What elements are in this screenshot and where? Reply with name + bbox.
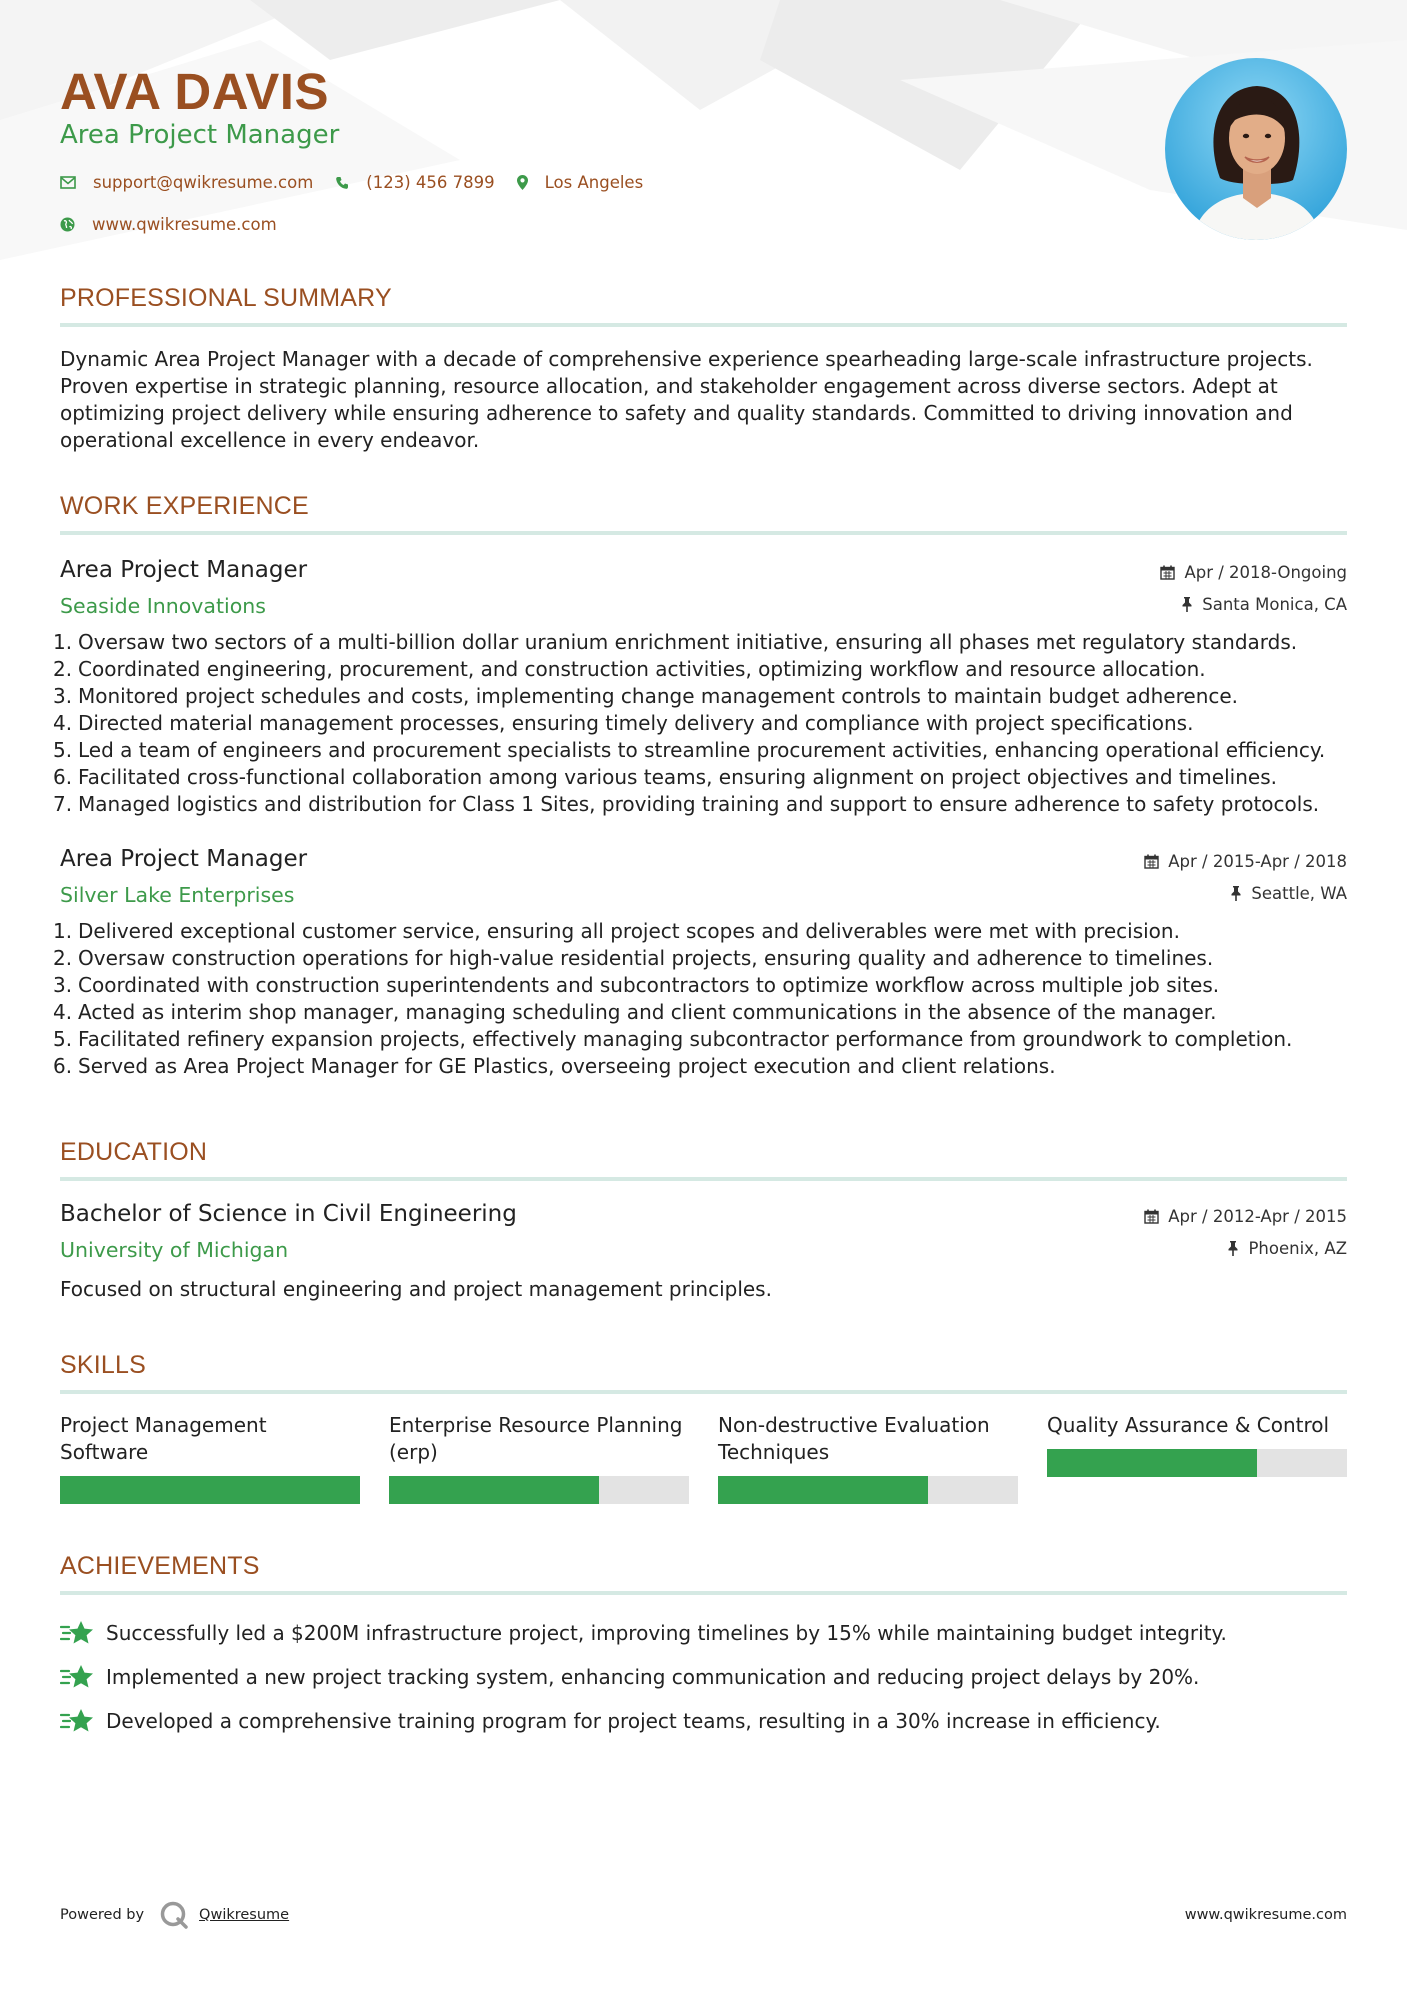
skill-bar (718, 1476, 1018, 1504)
skill-item (389, 1412, 689, 1504)
website-text: www.qwikresume.com (92, 215, 277, 234)
skills-list (60, 1412, 1347, 1504)
pushpin-icon (1230, 886, 1242, 901)
skill-item (60, 1412, 360, 1504)
globe-icon (60, 217, 75, 232)
job-company: Seaside Innovations (60, 594, 266, 618)
map-marker-icon (517, 175, 528, 190)
job-company: Silver Lake Enterprises (60, 883, 295, 907)
summary-section (60, 284, 1347, 454)
skill-name: Quality Assurance & Control (1047, 1413, 1330, 1437)
list-item: Oversaw two sectors of a multi-billion dollar uranium enrichment initiative, ensuring all phases met regulatory standards. (78, 630, 1298, 654)
envelope-icon (60, 176, 76, 189)
list-item: Facilitated cross-functional collaboration among various teams, ensuring alignment on project objectives and timelines. (78, 765, 1277, 789)
list-item: Implemented a new project tracking system, enhancing communication and reducing project delays by 20%. (60, 1655, 1347, 1699)
contact-email[interactable] (60, 173, 313, 192)
job-date: Apr / 2018-Ongoing (1160, 563, 1347, 582)
list-item: Led a team of engineers and procurement specialists to streamline procurement activities, enhancing operational efficiency. (78, 738, 1326, 762)
education-school: University of Michigan (60, 1238, 289, 1262)
skill-name: Non-destructive Evaluation Techniques (718, 1413, 990, 1464)
qwikresume-logo-icon (159, 1900, 189, 1930)
skill-bar-fill (60, 1476, 360, 1504)
email-text: support@qwikresume.com (93, 173, 314, 192)
footer-brand-link[interactable]: Qwikresume (199, 1907, 290, 1923)
list-item: Directed material management processes, ensuring timely delivery and compliance with project specifications. (78, 711, 1194, 735)
education-location: Phoenix, AZ (1227, 1239, 1347, 1258)
location-text: Los Angeles (544, 173, 644, 192)
profile-photo (1165, 58, 1347, 240)
job-entry (60, 557, 1347, 818)
job-location: Seattle, WA (1230, 884, 1347, 903)
list-item: Monitored project schedules and costs, implementing change management controls to maintain budget adherence. (78, 684, 1239, 708)
list-item: Successfully led a $200M infrastructure project, improving timelines by 15% while maintaining budget integrity. (60, 1611, 1347, 1655)
job-role: Area Project Manager (60, 846, 308, 872)
pushpin-icon (1181, 597, 1193, 612)
candidate-title: Area Project Manager (60, 120, 340, 150)
skill-bar (60, 1476, 360, 1504)
star-icon (60, 1664, 94, 1690)
contact-website[interactable] (60, 215, 277, 234)
education-entry (60, 1201, 1347, 1301)
calendar-icon (1144, 854, 1159, 869)
achievements-list (60, 1611, 1347, 1743)
education-description: Focused on structural engineering and project management principles. (60, 1277, 772, 1301)
skill-item (1047, 1412, 1347, 1504)
skills-section (60, 1351, 1347, 1504)
list-item: Facilitated refinery expansion projects, effectively managing subcontractor performance from groundwork to completion. (78, 1027, 1293, 1051)
education-section (60, 1138, 1347, 1301)
experience-heading: WORK EXPERIENCE (60, 492, 1347, 535)
list-item: Delivered exceptional customer service, ensuring all project scopes and deliverables were met with precision. (78, 919, 1180, 943)
skill-bar (389, 1476, 689, 1504)
contact-phone[interactable] (335, 173, 494, 192)
contact-row-website (60, 215, 299, 234)
education-date: Apr / 2012-Apr / 2015 (1144, 1207, 1347, 1226)
list-item: Oversaw construction operations for high-value residential projects, ensuring quality and adherence to timelines. (78, 946, 1214, 970)
job-date: Apr / 2015-Apr / 2018 (1144, 852, 1347, 871)
skill-bar-fill (1047, 1449, 1257, 1477)
skill-bar-fill (718, 1476, 928, 1504)
summary-text: Dynamic Area Project Manager with a decade of comprehensive experience spearheading large-scale infrastructure projects. Proven expertise in strategic planning, resource allocation, and stakeholder engagement across diverse sectors. Adept at optimizing project delivery while ensuring adherence to safety and quality standards. Committed to driving innovation and operational excellence in every endeavor. (60, 347, 1313, 452)
footer-website-link[interactable]: www.qwikresume.com (1184, 1907, 1347, 1923)
job-role: Area Project Manager (60, 557, 308, 583)
job-location: Santa Monica, CA (1181, 595, 1347, 614)
powered-by-label: Powered by (60, 1907, 145, 1923)
calendar-icon (1144, 1209, 1159, 1224)
list-item: Coordinated with construction superintendents and subcontractors to optimize workflow across multiple job sites. (78, 973, 1220, 997)
resume-header (60, 0, 1347, 270)
contact-row (60, 173, 665, 192)
calendar-icon (1160, 565, 1175, 580)
star-icon (60, 1620, 94, 1646)
achievements-section (60, 1552, 1347, 1743)
skills-heading: SKILLS (60, 1351, 1347, 1394)
education-degree: Bachelor of Science in Civil Engineering (60, 1201, 517, 1227)
list-item: Coordinated engineering, procurement, and construction activities, optimizing workflow and resource allocation. (78, 657, 1206, 681)
phone-icon (335, 176, 349, 190)
page-footer (60, 1895, 1347, 1935)
skill-bar (1047, 1449, 1347, 1477)
phone-text: (123) 456 7899 (366, 173, 495, 192)
pushpin-icon (1227, 1241, 1239, 1256)
education-heading: EDUCATION (60, 1138, 1347, 1181)
star-icon (60, 1708, 94, 1734)
skill-name: Project Management Software (60, 1413, 267, 1464)
skill-bar-fill (389, 1476, 599, 1504)
skill-name: Enterprise Resource Planning (erp) (389, 1413, 683, 1464)
list-item: Served as Area Project Manager for GE Plastics, overseeing project execution and client relations. (78, 1054, 1056, 1078)
list-item: Developed a comprehensive training program for project teams, resulting in a 30% increase in efficiency. (60, 1699, 1347, 1743)
list-item: Acted as interim shop manager, managing scheduling and client communications in the absence of the manager. (78, 1000, 1217, 1024)
achievements-heading: ACHIEVEMENTS (60, 1552, 1347, 1595)
job-bullets (60, 629, 1347, 818)
job-bullets (60, 918, 1347, 1080)
job-entry (60, 846, 1347, 1080)
summary-heading: PROFESSIONAL SUMMARY (60, 284, 1347, 327)
contact-location (517, 173, 644, 192)
experience-section (60, 492, 1347, 1080)
skill-item (718, 1412, 1018, 1504)
list-item: Managed logistics and distribution for Class 1 Sites, providing training and support to ensure adherence to safety protocols. (78, 792, 1320, 816)
candidate-name: AVA DAVIS (60, 63, 329, 120)
